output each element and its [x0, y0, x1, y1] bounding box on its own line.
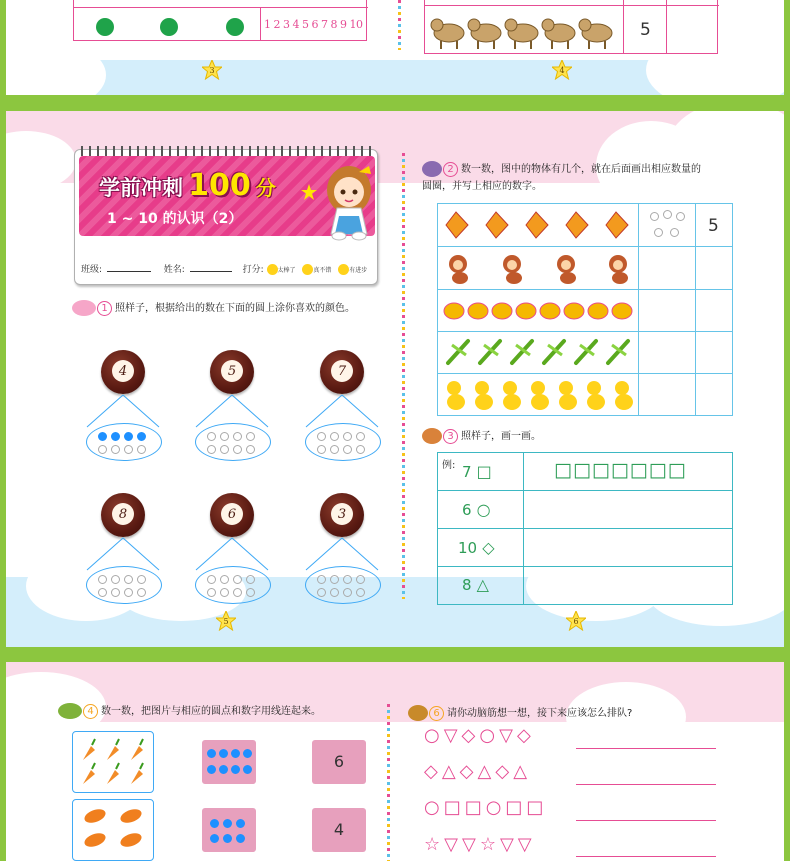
number-ball: 4	[101, 350, 145, 394]
spiral-binding	[81, 146, 371, 156]
dot-oval[interactable]	[195, 566, 271, 604]
draw-area[interactable]	[524, 529, 732, 566]
class-label: 班级:	[81, 265, 103, 275]
subtitle: 1 ~ 10 的认识（2）	[107, 211, 243, 227]
green-dot	[96, 18, 114, 36]
lion-icon	[408, 705, 428, 721]
draw-area[interactable]	[524, 491, 732, 528]
page-main	[6, 111, 784, 647]
center-separator	[402, 153, 405, 599]
title-card	[74, 149, 378, 285]
dot-card[interactable]	[202, 740, 256, 784]
question-text: 数一数，把图片与相应的圆点和数字用线连起来。	[101, 706, 321, 717]
page-number: 5	[216, 611, 236, 631]
question-number: 2	[443, 162, 458, 177]
pattern-sequence: ◇△◇△◇△	[424, 761, 532, 782]
example-answer: □□□□□□□	[554, 459, 687, 481]
example-circles	[648, 210, 688, 242]
dot-oval[interactable]	[195, 423, 271, 461]
title-number: 100	[188, 168, 251, 203]
question-number: 3	[443, 429, 458, 444]
count-strip-numbers: 1 2 3 4 5 6 7 8 9 10	[264, 18, 363, 31]
draw-table	[437, 452, 733, 605]
girl-illustration	[319, 160, 379, 242]
question-text-cont: 圆圈，并写上相应的数字。	[422, 181, 542, 192]
fish-illustration	[442, 208, 634, 242]
dot-oval[interactable]	[86, 566, 162, 604]
sausage-card[interactable]	[72, 799, 154, 861]
class-field[interactable]	[107, 271, 151, 272]
question-text: 照样子，画一画。	[461, 431, 541, 442]
turtle-icon	[58, 703, 82, 719]
dot-oval[interactable]	[86, 423, 162, 461]
answer-line[interactable]	[576, 784, 716, 785]
dot-card[interactable]	[202, 808, 256, 852]
answer-line[interactable]	[576, 856, 716, 857]
page-top	[6, 0, 784, 95]
smiley-icon	[267, 264, 278, 275]
question-text: 数一数，图中的物体有几个，就在后面画出相应数量的	[461, 164, 701, 175]
green-dot	[226, 18, 244, 36]
number-ball: 8	[101, 493, 145, 537]
goats-illustration	[429, 11, 619, 51]
number-card[interactable]: 4	[312, 808, 366, 852]
smiley-icon	[302, 264, 313, 275]
center-separator	[387, 704, 390, 861]
carrot-card[interactable]	[72, 731, 154, 793]
title-text-a: 学前冲刺	[99, 176, 183, 200]
star-icon	[301, 184, 317, 200]
question-number: 4	[83, 704, 98, 719]
page-number: 4	[552, 60, 572, 80]
draw-row: 6 ○	[462, 500, 491, 519]
score-label: 打分:	[242, 265, 264, 275]
goats-answer: 5	[640, 20, 651, 40]
number-ball: 3	[320, 493, 364, 537]
goats-row	[424, 0, 718, 54]
number-ball: 6	[210, 493, 254, 537]
duck-illustration	[442, 378, 634, 412]
squirrel-icon	[422, 428, 442, 444]
draw-row: 10 ◇	[458, 538, 495, 557]
pattern-sequence: ☆▽▽☆▽▽	[424, 834, 536, 855]
shell-illustration	[442, 298, 634, 324]
question-text: 照样子，根据给出的数在下面的圆上涂你喜欢的颜色。	[115, 303, 355, 314]
dragonfly-illustration	[442, 337, 634, 367]
question-1	[72, 299, 355, 316]
owl-icon	[422, 161, 442, 177]
draw-area[interactable]	[524, 567, 732, 604]
example-label: 例:	[442, 460, 456, 471]
question-number: 1	[97, 301, 112, 316]
pattern-sequence: ○▽◇○▽◇	[424, 725, 535, 746]
number-ball: 7	[320, 350, 364, 394]
question-3	[422, 427, 541, 444]
draw-row: 8 △	[462, 575, 489, 594]
question-number: 6	[429, 706, 444, 721]
number-card[interactable]: 6	[312, 740, 366, 784]
count-table	[437, 203, 733, 416]
count-strip	[73, 0, 367, 41]
answer-line[interactable]	[576, 748, 716, 749]
monkey-illustration	[442, 252, 634, 286]
title-text-b: 分	[255, 176, 276, 200]
green-dot	[160, 18, 178, 36]
page-number: 6	[566, 611, 586, 631]
page-number: 3	[202, 60, 222, 80]
count-answer: 5	[708, 216, 719, 236]
pattern-sequence: ○□□○□□	[424, 797, 548, 818]
dot-oval[interactable]	[305, 423, 381, 461]
answer-line[interactable]	[576, 820, 716, 821]
page-bottom	[6, 662, 784, 861]
smiley-icon	[338, 264, 349, 275]
center-separator	[398, 0, 401, 50]
student-info-row: 班级: 姓名: 打分: 太棒了 真不错 有进步	[81, 265, 368, 275]
draw-row: 7 □	[462, 462, 492, 481]
question-6	[408, 704, 632, 721]
snail-icon	[72, 300, 96, 316]
question-2	[422, 161, 701, 195]
name-label: 姓名:	[163, 265, 185, 275]
name-field[interactable]	[190, 271, 232, 272]
dot-oval[interactable]	[305, 566, 381, 604]
question-text: 请你动脑筋想一想，接下来应该怎么排队?	[447, 708, 633, 719]
question-4	[58, 702, 321, 719]
number-ball: 5	[210, 350, 254, 394]
